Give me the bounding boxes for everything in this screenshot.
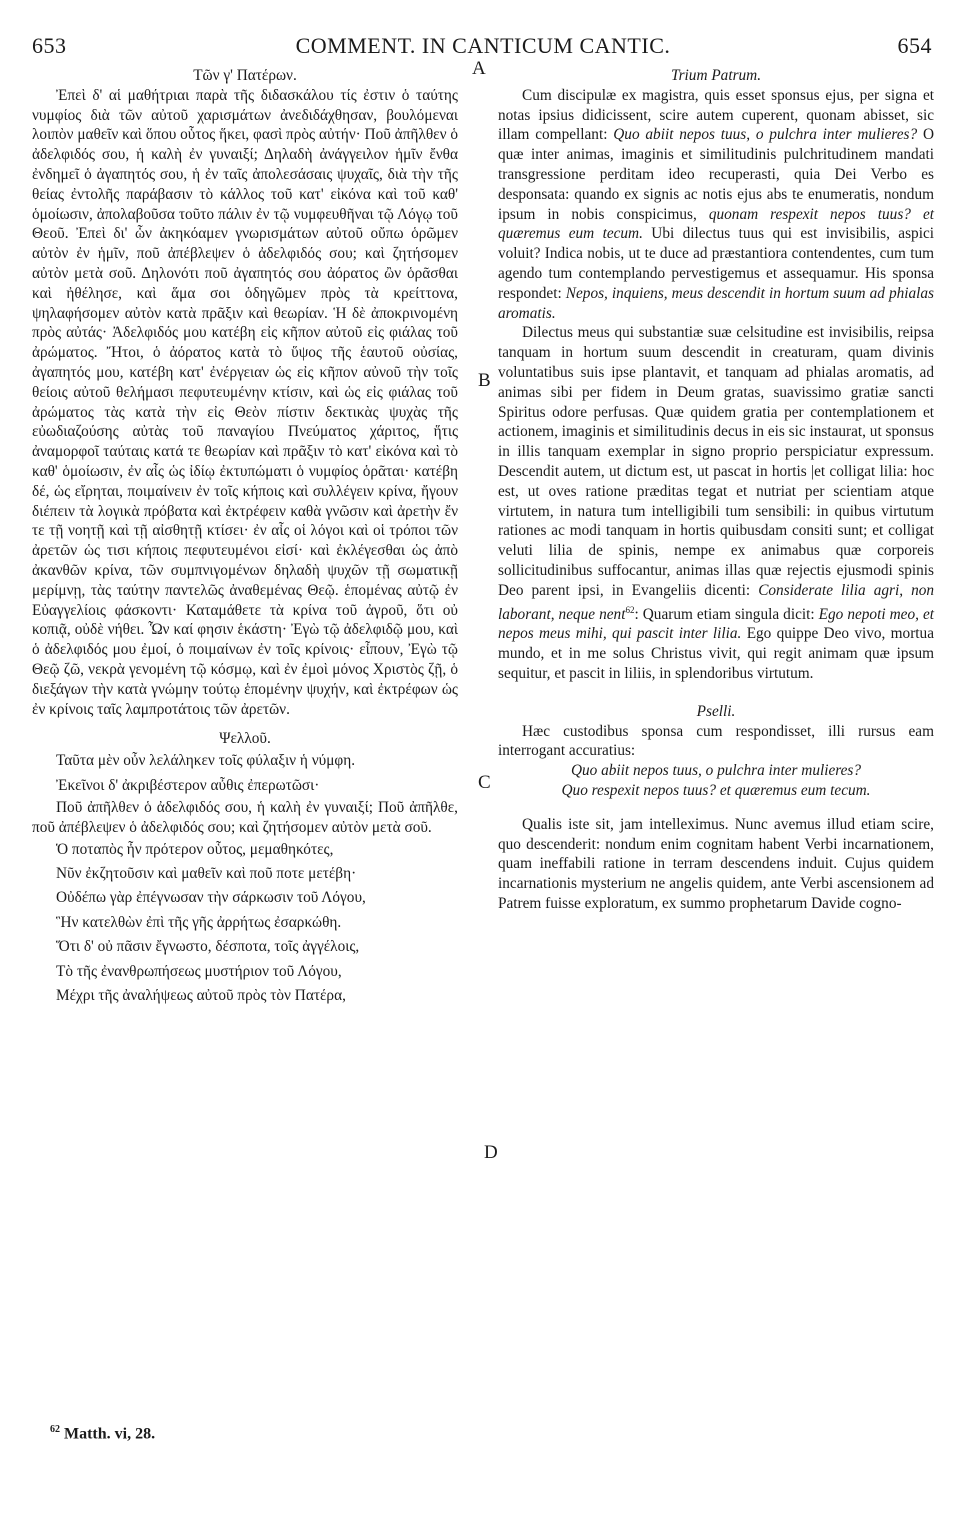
latin-paragraph: Qualis iste sit, jam intelleximus. Nunc avemus illud etiam scire, quo descenderit: nondum enim cognitam habent Verbi incarnationem, quam ineffabili ratione in terram descendens induit. Cujus quidem incarnationis mysterium ne angelis quidem, ante Verbi ascensionem ad Patrem fuisse exploratum, ex summo prophetarum Davide cogno-	[498, 815, 934, 912]
greek-verse: Ὅτι δ' οὐ πᾶσιν ἔγνωστο, δέσποτα, τοῖς ἀγγέλοις,	[56, 938, 360, 956]
latin-column	[498, 66, 934, 914]
page-number-left: 653	[32, 33, 67, 58]
footnote-reference: 62	[625, 604, 635, 615]
margin-letter-b: B	[478, 370, 491, 391]
running-title: COMMENT. IN CANTICUM CANTIC.	[295, 33, 671, 58]
greek-verse: Νῦν ἐκζητοῦσιν καὶ μαθεῖν καὶ ποῦ ποτε μετέβη·	[56, 864, 357, 882]
margin-letter-c: C	[478, 772, 491, 793]
latin-paragraph: Hæc custodibus sponsa cum respondisset, illi rursus eam interrogant accuratius:	[498, 722, 934, 760]
greek-verse: Οὐδέπω γὰρ ἐπέγνωσαν τὴν σάρκωσιν τοῦ Λόγου,	[56, 889, 366, 907]
greek-paragraph: Ποῦ ἀπῆλθεν ὁ ἀδελφιδός σου, ἡ καλὴ ἐν γυναιξί; Ποῦ ἀπῆλθε, ποῦ ἀπέβλεψεν ὁ ἀδελφιδός σου; καὶ ζητήσομεν αὐτὸν μετὰ σοῦ.	[32, 798, 458, 836]
footnote: $^{62}$ Matth. vi, 28.	[50, 1424, 156, 1443]
latin-paragraph: Dilectus meus qui substantiæ suæ celsitudine est invisibilis, reipsa tanquam in hortum suum descendit in creaturam, quam divinis voluntatibus suis ipse plantavit, et tanquam ad phialas aromatis, ad animas sibi per fidem in Deum gratas, suavissimo gratiæ sancti Spiritus odore perfusas. Quæ quidem gratia per contemplationem et actionem, imaginis et similitudinis decus in eis sic instaurat, ut sponsus in illis tanquam exemplar in signo proprio perspiciatur expressum. Descendit autem, ut dictum est, ut pascat in hortis |et colligat lilia: hoc est, ut oves ratione præditas tegat et nutriat per scientiam atque virtutem, in natura tum intelligibili tum sensibili: in quibus virtutum rationes ac modi tanquam in hortis quibusdam consiti sunt; et colligat veluti lilia de spinis, nempe ex animabus quæ corporeis sollicitudinibus suffocantur, animas illas quæ rejectis ejusmodi spinis Deo parent ipsi, in Evangeliis dicenti: Considerate lilia agri, non laborant, neque nent$^{62}$: Quarum etiam singula dicit: Ego nepoti meo, et nepos meus mihi, qui pascit inter lilia. Ego quippe Deo vivo, mortua mundo, et in me solus Christus vivit, qui regit animam quæ ipsum sequitur, et pascit in liliis, in splendoribus virtutum.	[498, 324, 935, 682]
margin-letter-d: D	[484, 1142, 498, 1163]
greek-verse: Ἐκεῖνοι δ' ἀκριβέστερον αὖθις ἐπερωτῶσι·	[56, 776, 320, 794]
greek-heading-psellus: Ψελλοῦ.	[219, 730, 271, 748]
latin-heading-fathers: Trium Patrum.	[670, 67, 762, 84]
latin-heading-psellus: Pselli.	[696, 702, 736, 720]
greek-paragraph: Ἐπεὶ δ' αἱ μαθήτριαι παρὰ τῆς διδασκάλου τίς ἐστιν ὁ ταύτης νυμφίος διὰ τῶν αὐτοῦ χαρισμάτων ἀνεδιδάχθησαν, βουλόμεναι λοιπὸν μαθεῖν καὶ ὅπου οὗτος ἥκει, φασὶ πρὸς αὐτήν· Ποῦ ἀπῆλθεν ὁ ἀδελφιδός σου, ἡ καλὴ ἐν γυναιξί; Δηλαδὴ ἀνάγγειλον ἡμῖν ἔνθα ἐνδημεῖ ὁ ἀγαπητός σου, ἡ ἐν ταῖς ἀπολεσάσαις ψυχαῖς, διὰ τὴν τῆς θείας ἐντολῆς παράβασιν τὸ κάλλος τοῦ κατ' εἰκόνα καὶ τοῦ καθ' ὁμοίωσιν, ἀπολαβοῦσα τοῦτο πάλιν ἐν τῷ νυμφευθῆναι τῷ Λόγῳ τοῦ Θεοῦ. Ἐπεὶ δι' ὧν ἀκηκόαμεν γνωρισμάτων αὐτοῦ οὔπω ὁρῶμεν αὐτὸν ἐν ἡμῖν, ποῦ ἀπέβλεψεν ὁ ἀδελφιδός σου; καὶ ζητήσομεν αὐτὸν μετὰ σοῦ. Δηλονότι ποῦ ἀγαπητός σου ἀόρατος ὢν ὁρᾶσθαι καὶ ἠθέλησε, καὶ ἅμα σοι ὁδηγῶμεν πρὸς τὰ κρείττονα, ψηλαφήσομεν αὐτὸν κατὰ πρᾶξιν καὶ θεωρίαν. Ἡ δὲ ἀποκρινομένη πρὸς αὐτάς· Ἀδελφιδός μου κατέβη εἰς κῆπον αὐτοῦ εἰς φιάλας τοῦ ἀρώματος. Ἤτοι, ὁ ἀόρατος κατὰ τὸ ὕψος τῆς ἑαυτοῦ οὐσίας, ἀγαπητός μου, κατέβη κατ' ἐνέργειαν ὡς εἰς κῆπον αὐνοῦ τὴν τοῖς θείοις αὐτοῦ θελήμασι πεφυτευμένην κτίσιν, καὶ ὡς εἰς φιάλας τοῦ ἀρώματος τὰς κατὰ τὴν εἰς Θεὸν πίστιν δεκτικὰς ψυχὰς τῆς εὐωδιαζούσης αὐτὰς τοῦ παναγίου Πνεύματος χάριτος, ἥτις ἀναμορφοῖ ταύταις κατά τε θεωρίαν καὶ πρᾶξιν τὸ κατ' εἰκόνα καὶ τὸ καθ' ὁμοίωσιν, ἐν αἷς ὡς ἰδίῳ ἐκτυπώματι ὁ νυμφίος ὁρᾶται· κατέβη δέ, ὡς εἴρηται, ποιμαίνειν ἐν τοῖς κήποις καὶ συλλέγειν κρίνα, ἤγουν διέπειν τὰ λογικὰ πρόβατα καὶ ἐκτρέφειν καθὰ γνῶσιν καὶ ἀρετὴν ἔν τε τῇ νοητῇ καὶ τῇ αἰσθητῇ κτίσει· ἐν αἷς οἱ λόγοι καὶ οἱ τρόποι τῶν ἀρετῶν ὡς τισι κήποις πεφυτευμένοι εἰσί· καὶ ἐκλέγεσθαι ὡς ἀπὸ ἀκανθῶν κρίνα, τῶν συμπνιγομένων δηλαδὴ ψυχῶν τῇ σωματικῇ μερίμνῃ, τὰς ταύτην παντελῶς ἀναθεμένας Θεῷ. ἑπομένας αὐτῷ ἐν Εὐαγγελίοις φάσκοντι· Καταμάθετε τὰ κρίνα τοῦ ἀγροῦ, ὅτι οὐ κοπιᾷ, οὐδὲ νήθει. Ὧν καί φησιν ἑκάστη· Ἐγὼ τῷ ἀδελφιδῷ μου, καὶ ὁ ἀδελφιδός μου ἐμοί, ὁ ποιμαίνων ἐν τοῖς κρίνοις· εἶπουν, Ἐγὼ τῷ Θεῷ ζῶ, νεκρὰ γενομένη τῷ κόσμῳ, καὶ ἐν ἐμοὶ μόνος Χριστὸς ζῇ, ὁ διεξάγων τὴν κατὰ γνώμην τούτῳ ἑπομένην ψυχήν, καὶ ἐκτρέφων ὡς ἐν κρίνοις ταῖς λαμπροτάτοις τῶν ἀρετῶν.	[32, 86, 458, 718]
greek-verse: Ὁ ποταπὸς ἦν πρότερον οὗτος, μεμαθηκότες,	[56, 840, 334, 858]
latin-quote-line: Quo abiit nepos tuus, o pulchra inter mulieres?	[570, 762, 862, 780]
latin-quote-line: Quo respexit nepos tuus? et quæremus eum tecum.	[561, 781, 871, 799]
greek-column	[32, 66, 458, 1008]
greek-verse: Τὸ τῆς ἐνανθρωπήσεως μυστήριον τοῦ Λόγου,	[56, 962, 342, 980]
greek-verse: Μέχρι τῆς ἀναλήψεως αὐτοῦ πρὸς τὸν Πατέρα,	[56, 986, 346, 1004]
margin-letter-a: A	[472, 58, 486, 79]
greek-heading-fathers: Τῶν γ' Πατέρων.	[193, 67, 297, 84]
latin-paragraph: Cum discipulæ ex magistra, quis esset sponsus ejus, per signa et notas ipsius didicissent, scire autem cuperent, quonam abisset, sic illam compellant: Quo abiit nepos tuus, o pulchra inter mulieres? O quæ inter animas, imaginis et similitudinis pulchritudinem mandati transgressione perditam ideo recuperasti, quia Dei Verbo es desponsata: quando ex signis ac notis ejus abs te enumeratis, nondum ipsum in nobis conspicimus, quonam respexit nepos tuus? et quæremus eum tecum. Ubi dilectus tuus qui est invisibilis, aspici voluit? Indica nobis, ut te duce ad præstantiora contendentes, cum tum agendo tum contemplando pervestigemus et assequamur. His sponsa respondet: Nepos, inquiens, meus descendit in hortum suum ad phialas aromatis.	[498, 86, 935, 322]
greek-verse: Ἣν κατελθὼν ἐπὶ τῆς γῆς ἀρρήτως ἐσαρκώθη.	[56, 913, 342, 931]
greek-verse: Ταῦτα μὲν οὖν λελάληκεν τοῖς φύλαξιν ἡ νύμφη.	[56, 752, 356, 770]
page-number-right: 654	[897, 33, 932, 58]
